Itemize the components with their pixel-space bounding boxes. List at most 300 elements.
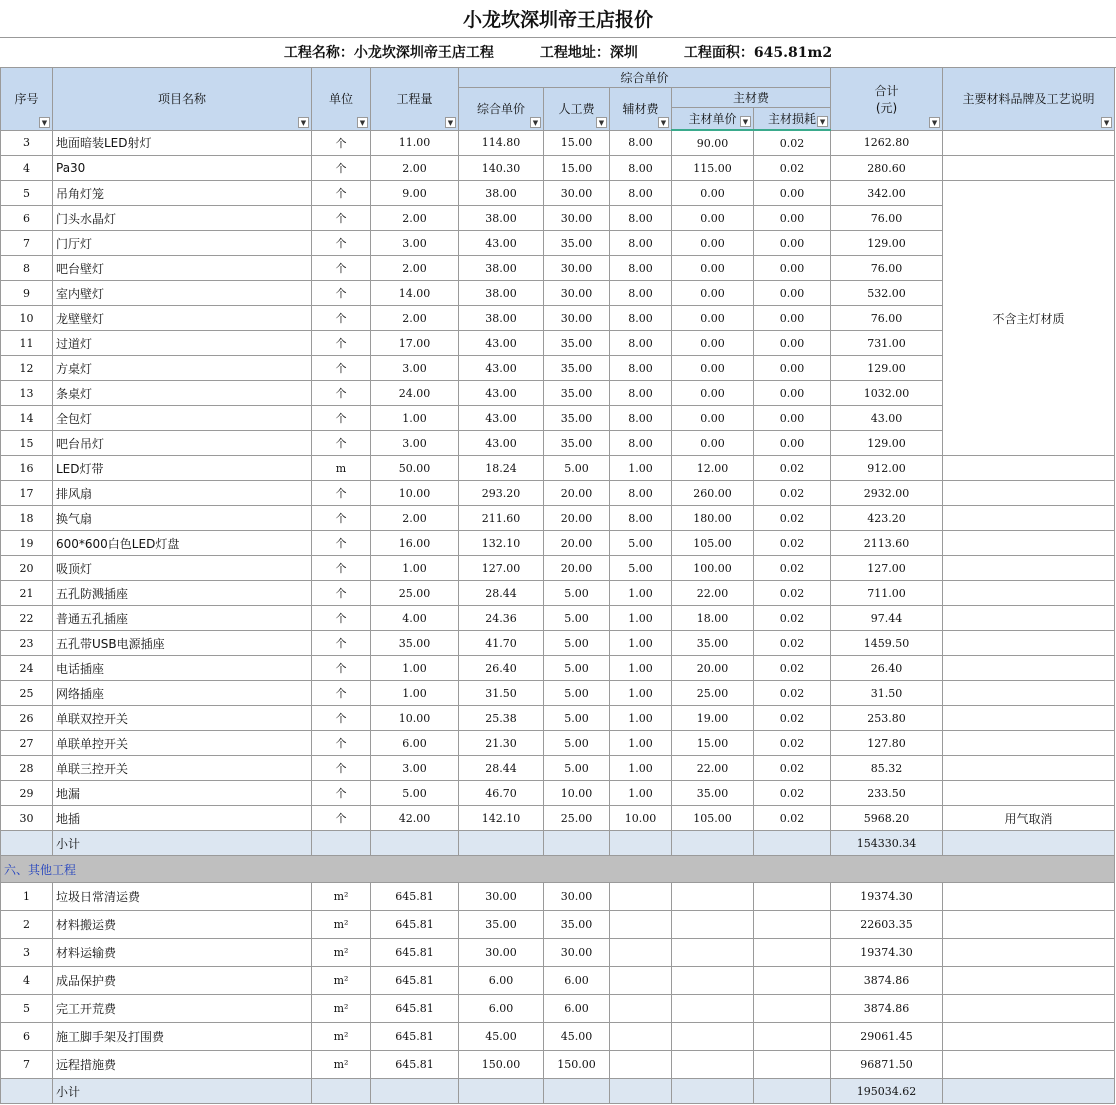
cell-main-unit-price[interactable] [672, 967, 754, 995]
cell-main-unit-price[interactable]: 25.00 [672, 681, 754, 706]
cell-unit[interactable]: 个 [312, 231, 371, 256]
cell-total[interactable]: 31.50 [831, 681, 943, 706]
cell-total[interactable]: 76.00 [831, 206, 943, 231]
cell-main-unit-price[interactable] [672, 939, 754, 967]
cell-unit[interactable]: 个 [312, 706, 371, 731]
cell-quantity[interactable]: 2.00 [371, 506, 459, 531]
cell-seq[interactable]: 7 [1, 231, 53, 256]
cell-aux-material[interactable]: 1.00 [610, 631, 672, 656]
filter-dropdown-icon[interactable]: ▼ [298, 117, 309, 128]
cell-aux-material[interactable]: 1.00 [610, 756, 672, 781]
cell-notes[interactable] [943, 911, 1115, 939]
cell-seq[interactable]: 23 [1, 631, 53, 656]
cell-item-name[interactable]: 地插 [53, 806, 312, 831]
cell-empty[interactable] [371, 1079, 459, 1104]
cell-item-name[interactable]: 成品保护费 [53, 967, 312, 995]
cell-total[interactable]: 129.00 [831, 431, 943, 456]
cell-quantity[interactable]: 645.81 [371, 995, 459, 1023]
cell-composite-price[interactable]: 38.00 [459, 181, 544, 206]
cell-labor[interactable]: 6.00 [544, 995, 610, 1023]
cell-main-unit-price[interactable]: 0.00 [672, 381, 754, 406]
cell-composite-price[interactable]: 293.20 [459, 481, 544, 506]
cell-item-name[interactable]: 室内壁灯 [53, 281, 312, 306]
cell-item-name[interactable]: 材料运输费 [53, 939, 312, 967]
cell-labor[interactable]: 30.00 [544, 939, 610, 967]
cell-labor[interactable]: 6.00 [544, 967, 610, 995]
cell-seq[interactable]: 5 [1, 995, 53, 1023]
cell-seq[interactable]: 5 [1, 181, 53, 206]
cell-labor[interactable]: 35.00 [544, 911, 610, 939]
cell-aux-material[interactable]: 8.00 [610, 130, 672, 156]
cell-item-name[interactable]: 单联单控开关 [53, 731, 312, 756]
cell-aux-material[interactable]: 8.00 [610, 481, 672, 506]
cell-aux-material[interactable]: 1.00 [610, 606, 672, 631]
cell-seq[interactable]: 22 [1, 606, 53, 631]
filter-dropdown-icon[interactable]: ▼ [740, 116, 751, 127]
cell-total[interactable]: 22603.35 [831, 911, 943, 939]
cell-composite-price[interactable]: 31.50 [459, 681, 544, 706]
cell-total[interactable]: 43.00 [831, 406, 943, 431]
cell-composite-price[interactable]: 6.00 [459, 967, 544, 995]
cell-seq[interactable]: 25 [1, 681, 53, 706]
cell-item-name[interactable]: 完工开荒费 [53, 995, 312, 1023]
cell-item-name[interactable]: LED灯带 [53, 456, 312, 481]
cell-unit[interactable]: 个 [312, 130, 371, 156]
cell-main-loss[interactable]: 0.02 [754, 806, 831, 831]
cell-aux-material[interactable]: 1.00 [610, 681, 672, 706]
cell-aux-material[interactable]: 1.00 [610, 581, 672, 606]
cell-main-loss[interactable]: 0.02 [754, 706, 831, 731]
cell-unit[interactable]: 个 [312, 756, 371, 781]
cell-aux-material[interactable] [610, 939, 672, 967]
cell-item-name[interactable]: 五孔带USB电源插座 [53, 631, 312, 656]
cell-notes[interactable] [943, 581, 1115, 606]
section-title[interactable]: 六、其他工程 [1, 856, 1115, 883]
cell-notes[interactable] [943, 631, 1115, 656]
cell-composite-price[interactable]: 45.00 [459, 1023, 544, 1051]
cell-notes[interactable] [943, 606, 1115, 631]
cell-unit[interactable]: 个 [312, 306, 371, 331]
cell-main-loss[interactable]: 0.00 [754, 431, 831, 456]
cell-main-unit-price[interactable]: 0.00 [672, 181, 754, 206]
cell-item-name[interactable]: 过道灯 [53, 331, 312, 356]
cell-seq[interactable]: 16 [1, 456, 53, 481]
cell-item-name[interactable]: 地面暗装LED射灯 [53, 130, 312, 156]
cell-main-loss[interactable]: 0.02 [754, 456, 831, 481]
cell-quantity[interactable]: 10.00 [371, 481, 459, 506]
cell-quantity[interactable]: 11.00 [371, 130, 459, 156]
cell-main-loss[interactable]: 0.02 [754, 731, 831, 756]
cell-unit[interactable]: 个 [312, 206, 371, 231]
cell-main-unit-price[interactable]: 260.00 [672, 481, 754, 506]
cell-unit[interactable]: m² [312, 1051, 371, 1079]
cell-notes[interactable] [943, 995, 1115, 1023]
subtotal-label[interactable]: 小计 [53, 831, 312, 856]
cell-item-name[interactable]: 门厅灯 [53, 231, 312, 256]
cell-notes[interactable] [943, 756, 1115, 781]
cell-labor[interactable]: 30.00 [544, 206, 610, 231]
cell-composite-price[interactable]: 38.00 [459, 281, 544, 306]
cell-unit[interactable]: 个 [312, 606, 371, 631]
cell-aux-material[interactable]: 1.00 [610, 781, 672, 806]
cell-quantity[interactable]: 1.00 [371, 406, 459, 431]
cell-notes[interactable] [943, 130, 1115, 156]
cell-unit[interactable]: 个 [312, 406, 371, 431]
cell-quantity[interactable]: 645.81 [371, 1023, 459, 1051]
cell-item-name[interactable]: 地漏 [53, 781, 312, 806]
cell-main-unit-price[interactable]: 0.00 [672, 406, 754, 431]
cell-seq[interactable]: 10 [1, 306, 53, 331]
cell-labor[interactable]: 30.00 [544, 256, 610, 281]
cell-main-loss[interactable]: 0.02 [754, 756, 831, 781]
cell-seq[interactable]: 17 [1, 481, 53, 506]
filter-dropdown-icon[interactable]: ▼ [817, 116, 828, 127]
filter-dropdown-icon[interactable]: ▼ [1101, 117, 1112, 128]
cell-item-name[interactable]: 吊角灯笼 [53, 181, 312, 206]
cell-main-unit-price[interactable]: 35.00 [672, 631, 754, 656]
cell-empty[interactable] [371, 831, 459, 856]
cell-seq[interactable]: 4 [1, 967, 53, 995]
cell-seq[interactable]: 26 [1, 706, 53, 731]
cell-notes[interactable] [943, 156, 1115, 181]
cell-labor[interactable]: 35.00 [544, 331, 610, 356]
cell-main-unit-price[interactable]: 0.00 [672, 306, 754, 331]
cell-unit[interactable]: m² [312, 967, 371, 995]
cell-quantity[interactable]: 5.00 [371, 781, 459, 806]
filter-dropdown-icon[interactable]: ▼ [596, 117, 607, 128]
cell-aux-material[interactable] [610, 995, 672, 1023]
cell-item-name[interactable]: Pa30 [53, 156, 312, 181]
filter-dropdown-icon[interactable]: ▼ [530, 117, 541, 128]
cell-notes[interactable]: 不含主灯材质 [943, 181, 1115, 456]
cell-main-unit-price[interactable]: 0.00 [672, 231, 754, 256]
cell-total[interactable]: 1032.00 [831, 381, 943, 406]
cell-item-name[interactable]: 方桌灯 [53, 356, 312, 381]
cell-item-name[interactable]: 普通五孔插座 [53, 606, 312, 631]
cell-labor[interactable]: 35.00 [544, 431, 610, 456]
filter-dropdown-icon[interactable]: ▼ [357, 117, 368, 128]
cell-labor[interactable]: 35.00 [544, 356, 610, 381]
cell-quantity[interactable]: 2.00 [371, 206, 459, 231]
cell-empty[interactable] [754, 1079, 831, 1104]
cell-main-unit-price[interactable]: 100.00 [672, 556, 754, 581]
cell-main-unit-price[interactable]: 0.00 [672, 331, 754, 356]
cell-seq[interactable]: 13 [1, 381, 53, 406]
cell-notes[interactable] [943, 1023, 1115, 1051]
cell-quantity[interactable]: 645.81 [371, 911, 459, 939]
cell-labor[interactable]: 20.00 [544, 556, 610, 581]
cell-main-loss[interactable]: 0.00 [754, 306, 831, 331]
cell-main-unit-price[interactable]: 18.00 [672, 606, 754, 631]
cell-unit[interactable]: 个 [312, 806, 371, 831]
cell-total[interactable]: 2113.60 [831, 531, 943, 556]
cell-quantity[interactable]: 2.00 [371, 256, 459, 281]
cell-aux-material[interactable]: 8.00 [610, 156, 672, 181]
cell-quantity[interactable]: 6.00 [371, 731, 459, 756]
cell-total[interactable]: 85.32 [831, 756, 943, 781]
cell-notes[interactable] [943, 656, 1115, 681]
cell-composite-price[interactable]: 30.00 [459, 883, 544, 911]
cell-quantity[interactable]: 3.00 [371, 431, 459, 456]
header-seq[interactable]: 序号 ▼ [1, 68, 53, 131]
cell-composite-price[interactable]: 46.70 [459, 781, 544, 806]
cell-unit[interactable]: 个 [312, 506, 371, 531]
cell-quantity[interactable]: 35.00 [371, 631, 459, 656]
cell-notes[interactable] [943, 681, 1115, 706]
cell-quantity[interactable]: 14.00 [371, 281, 459, 306]
cell-composite-price[interactable]: 30.00 [459, 939, 544, 967]
cell-quantity[interactable]: 4.00 [371, 606, 459, 631]
cell-main-loss[interactable]: 0.02 [754, 156, 831, 181]
cell-main-loss[interactable]: 0.02 [754, 581, 831, 606]
cell-main-loss[interactable]: 0.02 [754, 506, 831, 531]
cell-seq[interactable]: 6 [1, 1023, 53, 1051]
cell-labor[interactable]: 30.00 [544, 306, 610, 331]
cell-seq[interactable]: 28 [1, 756, 53, 781]
header-total[interactable]: 合计 (元) ▼ [831, 68, 943, 131]
cell-quantity[interactable]: 16.00 [371, 531, 459, 556]
header-composite-price[interactable]: 综合单价 ▼ [459, 88, 544, 131]
cell-main-loss[interactable] [754, 995, 831, 1023]
cell-notes[interactable] [943, 706, 1115, 731]
cell-unit[interactable]: 个 [312, 481, 371, 506]
cell-notes[interactable] [943, 1079, 1115, 1104]
cell-unit[interactable]: m² [312, 1023, 371, 1051]
cell-empty[interactable] [610, 1079, 672, 1104]
cell-item-name[interactable]: 五孔防溅插座 [53, 581, 312, 606]
cell-notes[interactable]: 用气取消 [943, 806, 1115, 831]
cell-notes[interactable] [943, 731, 1115, 756]
cell-main-unit-price[interactable]: 22.00 [672, 581, 754, 606]
cell-unit[interactable]: 个 [312, 281, 371, 306]
cell-composite-price[interactable]: 114.80 [459, 130, 544, 156]
header-notes[interactable]: 主要材料品牌及工艺说明 ▼ [943, 68, 1115, 131]
cell-main-unit-price[interactable] [672, 911, 754, 939]
cell-labor[interactable]: 35.00 [544, 231, 610, 256]
cell-composite-price[interactable]: 127.00 [459, 556, 544, 581]
cell-item-name[interactable]: 换气扇 [53, 506, 312, 531]
cell-item-name[interactable]: 垃圾日常清运费 [53, 883, 312, 911]
cell-seq[interactable]: 21 [1, 581, 53, 606]
cell-composite-price[interactable]: 132.10 [459, 531, 544, 556]
cell-composite-price[interactable]: 142.10 [459, 806, 544, 831]
filter-dropdown-icon[interactable]: ▼ [658, 117, 669, 128]
cell-empty[interactable] [544, 831, 610, 856]
cell-item-name[interactable]: 吧台吊灯 [53, 431, 312, 456]
cell-total[interactable]: 29061.45 [831, 1023, 943, 1051]
cell-empty[interactable] [754, 831, 831, 856]
cell-labor[interactable]: 35.00 [544, 406, 610, 431]
cell-seq[interactable]: 20 [1, 556, 53, 581]
cell-item-name[interactable]: 电话插座 [53, 656, 312, 681]
cell-unit[interactable]: 个 [312, 631, 371, 656]
cell-main-unit-price[interactable]: 105.00 [672, 806, 754, 831]
cell-seq[interactable]: 19 [1, 531, 53, 556]
cell-total[interactable]: 253.80 [831, 706, 943, 731]
cell-unit[interactable]: 个 [312, 431, 371, 456]
cell-seq[interactable]: 24 [1, 656, 53, 681]
cell-item-name[interactable]: 排风扇 [53, 481, 312, 506]
cell-labor[interactable]: 10.00 [544, 781, 610, 806]
cell-item-name[interactable]: 吧台壁灯 [53, 256, 312, 281]
cell-total[interactable]: 280.60 [831, 156, 943, 181]
cell-labor[interactable]: 5.00 [544, 756, 610, 781]
cell-unit[interactable]: 个 [312, 731, 371, 756]
cell-composite-price[interactable]: 26.40 [459, 656, 544, 681]
cell-unit[interactable]: 个 [312, 656, 371, 681]
cell-quantity[interactable]: 1.00 [371, 681, 459, 706]
cell-item-name[interactable]: 门头水晶灯 [53, 206, 312, 231]
cell-labor[interactable]: 5.00 [544, 731, 610, 756]
cell-aux-material[interactable]: 5.00 [610, 531, 672, 556]
cell-quantity[interactable]: 3.00 [371, 231, 459, 256]
cell-main-loss[interactable]: 0.00 [754, 256, 831, 281]
cell-notes[interactable] [943, 967, 1115, 995]
cell-aux-material[interactable] [610, 911, 672, 939]
cell-main-unit-price[interactable]: 180.00 [672, 506, 754, 531]
cell-composite-price[interactable]: 43.00 [459, 356, 544, 381]
cell-composite-price[interactable]: 140.30 [459, 156, 544, 181]
cell-aux-material[interactable] [610, 1051, 672, 1079]
cell-seq[interactable]: 3 [1, 130, 53, 156]
cell-aux-material[interactable]: 8.00 [610, 331, 672, 356]
cell-seq[interactable]: 6 [1, 206, 53, 231]
cell-main-loss[interactable]: 0.02 [754, 531, 831, 556]
cell-seq[interactable]: 1 [1, 883, 53, 911]
cell-composite-price[interactable]: 28.44 [459, 581, 544, 606]
cell-quantity[interactable]: 10.00 [371, 706, 459, 731]
header-item-name[interactable]: 项目名称 ▼ [53, 68, 312, 131]
cell-total[interactable]: 3874.86 [831, 967, 943, 995]
cell-notes[interactable] [943, 481, 1115, 506]
cell-labor[interactable]: 15.00 [544, 156, 610, 181]
cell-main-unit-price[interactable]: 15.00 [672, 731, 754, 756]
cell-main-loss[interactable]: 0.02 [754, 656, 831, 681]
cell-item-name[interactable]: 吸顶灯 [53, 556, 312, 581]
cell-composite-price[interactable]: 38.00 [459, 306, 544, 331]
cell-labor[interactable]: 25.00 [544, 806, 610, 831]
cell-labor[interactable]: 30.00 [544, 181, 610, 206]
cell-total[interactable]: 129.00 [831, 356, 943, 381]
cell-seq[interactable]: 2 [1, 911, 53, 939]
cell-labor[interactable]: 5.00 [544, 706, 610, 731]
cell-unit[interactable]: 个 [312, 381, 371, 406]
cell-empty[interactable] [610, 831, 672, 856]
cell-item-name[interactable]: 单联三控开关 [53, 756, 312, 781]
cell-main-unit-price[interactable]: 0.00 [672, 431, 754, 456]
cell-main-loss[interactable] [754, 1051, 831, 1079]
cell-labor[interactable]: 5.00 [544, 606, 610, 631]
cell-seq[interactable]: 7 [1, 1051, 53, 1079]
cell-quantity[interactable]: 24.00 [371, 381, 459, 406]
cell-labor[interactable]: 5.00 [544, 656, 610, 681]
cell-item-name[interactable]: 单联双控开关 [53, 706, 312, 731]
cell-empty[interactable] [459, 831, 544, 856]
cell-labor[interactable]: 30.00 [544, 281, 610, 306]
cell-labor[interactable]: 20.00 [544, 506, 610, 531]
cell-aux-material[interactable]: 8.00 [610, 206, 672, 231]
cell-total[interactable]: 1262.80 [831, 130, 943, 156]
cell-unit[interactable]: m² [312, 911, 371, 939]
cell-main-loss[interactable]: 0.00 [754, 381, 831, 406]
cell-total[interactable]: 26.40 [831, 656, 943, 681]
cell-composite-price[interactable]: 35.00 [459, 911, 544, 939]
cell-aux-material[interactable]: 1.00 [610, 656, 672, 681]
cell-unit[interactable]: 个 [312, 681, 371, 706]
cell-aux-material[interactable]: 8.00 [610, 231, 672, 256]
header-quantity[interactable]: 工程量 ▼ [371, 68, 459, 131]
cell-seq[interactable] [1, 831, 53, 856]
cell-unit[interactable]: m [312, 456, 371, 481]
cell-main-loss[interactable]: 0.00 [754, 281, 831, 306]
cell-aux-material[interactable]: 5.00 [610, 556, 672, 581]
cell-main-loss[interactable]: 0.00 [754, 406, 831, 431]
cell-aux-material[interactable]: 8.00 [610, 306, 672, 331]
cell-main-unit-price[interactable]: 20.00 [672, 656, 754, 681]
cell-unit[interactable]: 个 [312, 556, 371, 581]
cell-quantity[interactable]: 3.00 [371, 356, 459, 381]
cell-labor[interactable]: 45.00 [544, 1023, 610, 1051]
cell-total[interactable]: 19374.30 [831, 939, 943, 967]
cell-notes[interactable] [943, 831, 1115, 856]
cell-unit[interactable]: 个 [312, 256, 371, 281]
cell-quantity[interactable]: 25.00 [371, 581, 459, 606]
cell-main-loss[interactable] [754, 911, 831, 939]
cell-main-unit-price[interactable]: 12.00 [672, 456, 754, 481]
cell-quantity[interactable]: 17.00 [371, 331, 459, 356]
cell-main-loss[interactable]: 0.02 [754, 481, 831, 506]
cell-seq[interactable] [1, 1079, 53, 1104]
header-labor[interactable]: 人工费 ▼ [544, 88, 610, 131]
cell-notes[interactable] [943, 939, 1115, 967]
cell-composite-price[interactable]: 41.70 [459, 631, 544, 656]
cell-composite-price[interactable]: 43.00 [459, 381, 544, 406]
cell-labor[interactable]: 15.00 [544, 130, 610, 156]
cell-main-unit-price[interactable]: 115.00 [672, 156, 754, 181]
cell-total[interactable]: 2932.00 [831, 481, 943, 506]
cell-main-loss[interactable] [754, 967, 831, 995]
cell-unit[interactable]: 个 [312, 156, 371, 181]
cell-main-unit-price[interactable]: 0.00 [672, 356, 754, 381]
cell-total[interactable]: 711.00 [831, 581, 943, 606]
cell-composite-price[interactable]: 43.00 [459, 431, 544, 456]
cell-main-loss[interactable]: 0.02 [754, 681, 831, 706]
cell-quantity[interactable]: 42.00 [371, 806, 459, 831]
cell-aux-material[interactable]: 8.00 [610, 281, 672, 306]
cell-item-name[interactable]: 600*600白色LED灯盘 [53, 531, 312, 556]
header-aux-material[interactable]: 辅材费 ▼ [610, 88, 672, 131]
cell-labor[interactable]: 20.00 [544, 481, 610, 506]
cell-main-loss[interactable]: 0.00 [754, 206, 831, 231]
cell-item-name[interactable]: 龙壁壁灯 [53, 306, 312, 331]
filter-dropdown-icon[interactable]: ▼ [929, 117, 940, 128]
cell-total[interactable]: 127.00 [831, 556, 943, 581]
cell-item-name[interactable]: 条桌灯 [53, 381, 312, 406]
cell-seq[interactable]: 18 [1, 506, 53, 531]
cell-main-unit-price[interactable] [672, 995, 754, 1023]
cell-notes[interactable] [943, 531, 1115, 556]
cell-empty[interactable] [544, 1079, 610, 1104]
cell-aux-material[interactable]: 1.00 [610, 706, 672, 731]
cell-main-loss[interactable] [754, 939, 831, 967]
header-main-unit-price[interactable]: 主材单价 ▼ [672, 108, 754, 131]
cell-main-loss[interactable]: 0.02 [754, 781, 831, 806]
cell-item-name[interactable]: 施工脚手架及打围费 [53, 1023, 312, 1051]
cell-empty[interactable] [672, 831, 754, 856]
cell-aux-material[interactable]: 8.00 [610, 256, 672, 281]
cell-aux-material[interactable]: 10.00 [610, 806, 672, 831]
cell-composite-price[interactable]: 38.00 [459, 256, 544, 281]
